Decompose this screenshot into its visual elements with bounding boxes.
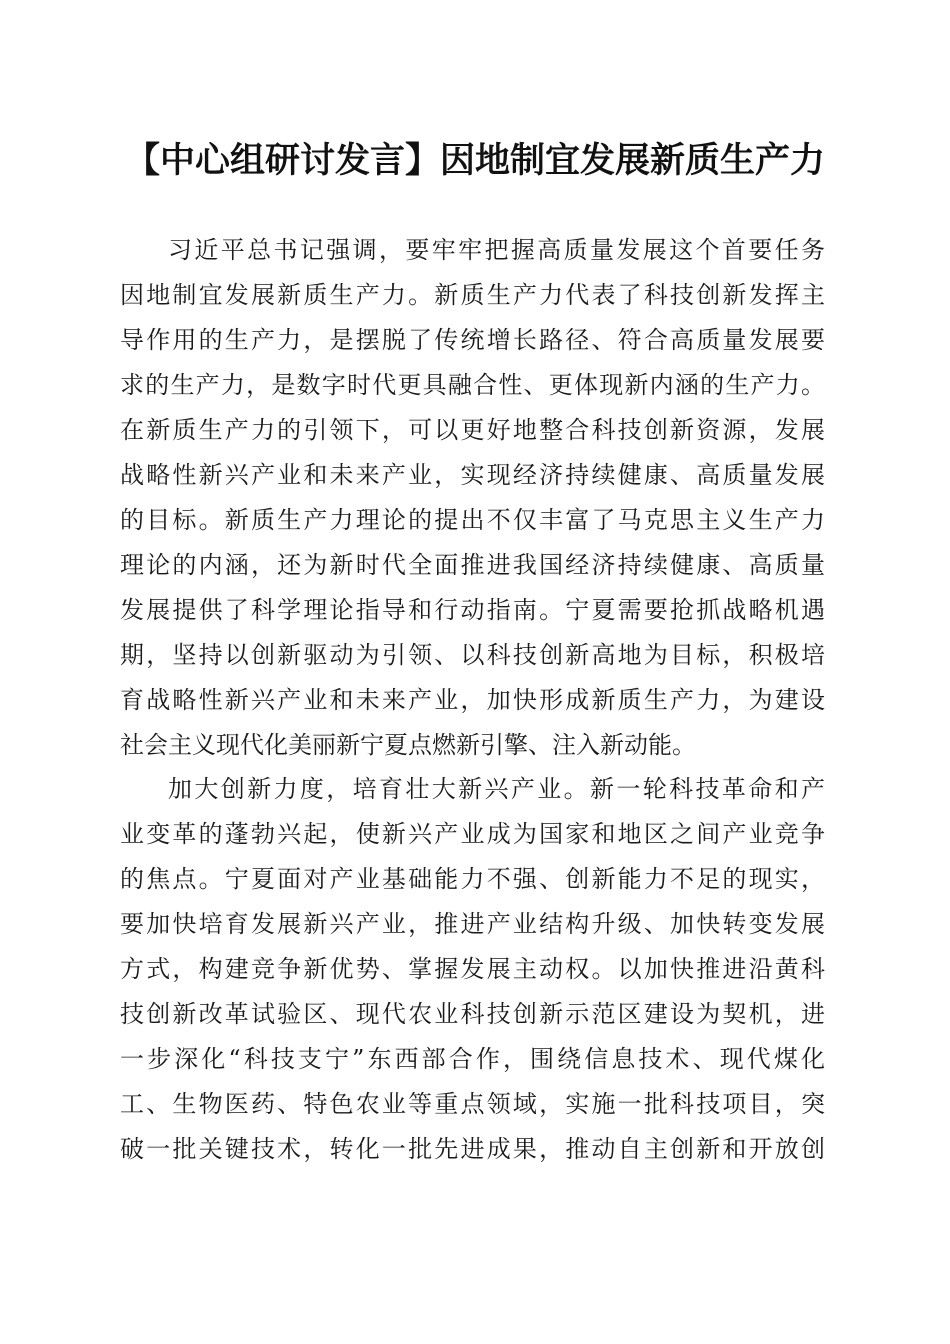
paragraph-line: 在新质生产力的引领下，可以更好地整合科技创新资源，发展 xyxy=(120,416,825,444)
paragraph-line: 一步深化“科技支宁”东西部合作，围绕信息技术、现代煤化 xyxy=(120,1045,825,1073)
paragraph-line: 发展提供了科学理论指导和行动指南。宁夏需要抢抓战略机遇 xyxy=(120,596,825,624)
paragraph-line: 期，坚持以创新驱动为引领、以科技创新高地为目标，积极培 xyxy=(120,641,825,669)
paragraph-line: 求的生产力，是数字时代更具融合性、更体现新内涵的生产力。 xyxy=(120,371,825,399)
paragraph-line: 要加快培育发展新兴产业，推进产业结构升级、加快转变发展 xyxy=(120,910,825,938)
paragraph-line: 的目标。新质生产力理论的提出不仅丰富了马克思主义生产力 xyxy=(120,506,825,534)
paragraph-line: 加大创新力度，培育壮大新兴产业。新一轮科技革命和产 xyxy=(168,775,825,803)
paragraph-line: 技创新改革试验区、现代农业科技创新示范区建设为契机，进 xyxy=(120,1000,825,1028)
paragraph-line: 理论的内涵，还为新时代全面推进我国经济持续健康、高质量 xyxy=(120,551,825,579)
paragraph-line: 因地制宜发展新质生产力。新质生产力代表了科技创新发挥主 xyxy=(120,281,825,309)
page-title: 【中心组研讨发言】因地制宜发展新质生产力 xyxy=(124,140,825,181)
paragraph-line: 战略性新兴产业和未来产业，实现经济持续健康、高质量发展 xyxy=(120,461,825,489)
paragraph-line: 的焦点。宁夏面对产业基础能力不强、创新能力不足的现实， xyxy=(120,865,825,893)
paragraph-line: 破一批关键技术，转化一批先进成果，推动自主创新和开放创 xyxy=(120,1135,825,1163)
paragraph-line: 导作用的生产力，是摆脱了传统增长路径、符合高质量发展要 xyxy=(120,326,825,354)
paragraph-line: 业变革的蓬勃兴起，使新兴产业成为国家和地区之间产业竞争 xyxy=(120,820,825,848)
paragraph-line: 方式，构建竞争新优势、掌握发展主动权。以加快推进沿黄科 xyxy=(120,955,825,983)
paragraph-line: 工、生物医药、特色农业等重点领域，实施一批科技项目，突 xyxy=(120,1090,825,1118)
paragraph-line: 社会主义现代化美丽新宁夏点燃新引擎、注入新动能。 xyxy=(120,731,696,759)
paragraph-line: 育战略性新兴产业和未来产业，加快形成新质生产力，为建设 xyxy=(120,686,825,714)
paragraph-line: 习近平总书记强调，要牢牢把握高质量发展这个首要任务 xyxy=(168,236,825,264)
